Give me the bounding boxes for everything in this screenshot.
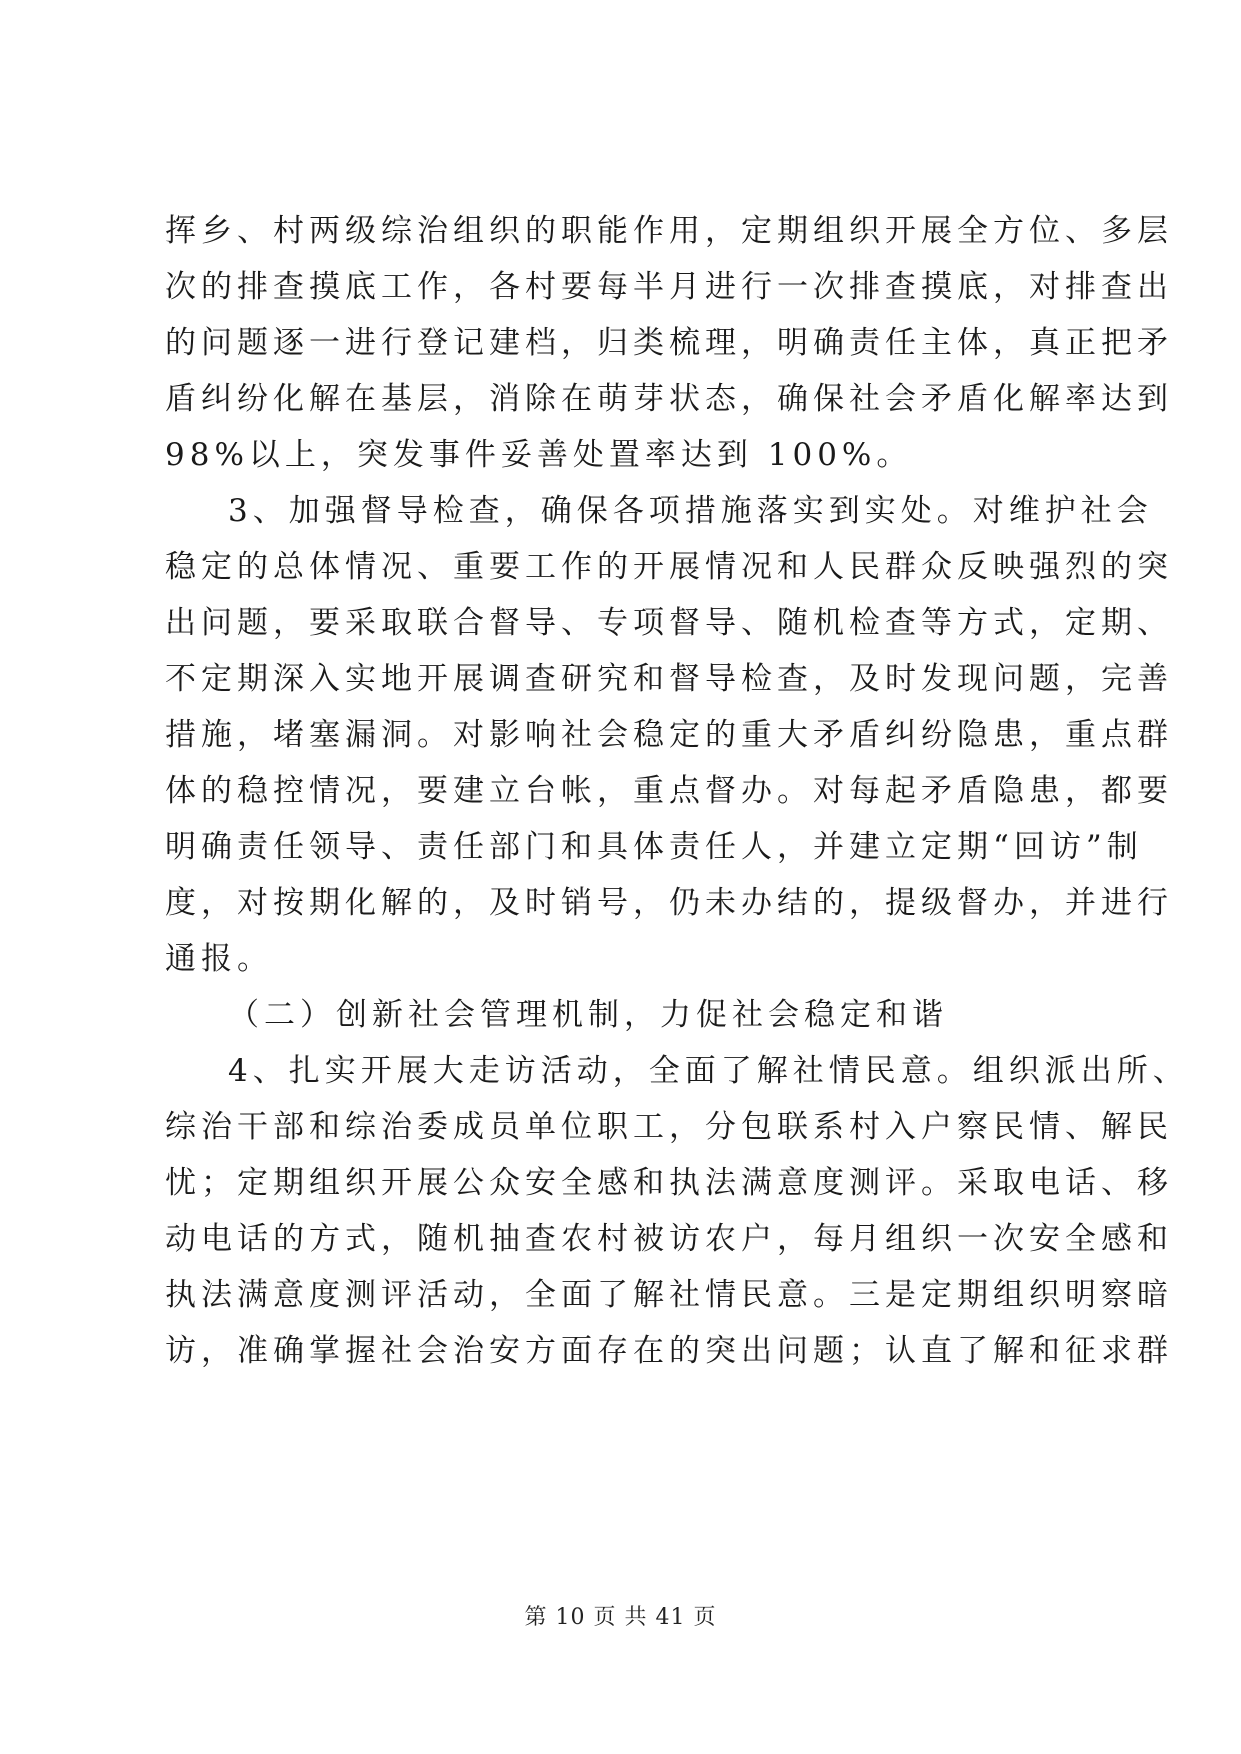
text-line-16: 4、扎实开展大走访活动，全面了解社情民意。组织派出所、 bbox=[228, 1053, 1189, 1089]
text-line-4: 盾纠纷化解在基层，消除在萌芽状态，确保社会矛盾化解率达到 bbox=[165, 381, 1173, 417]
text-line-10: 措施，堵塞漏洞。对影响社会稳定的重大矛盾纠纷隐患，重点群 bbox=[165, 717, 1173, 753]
text-line-19: 动电话的方式，随机抽查农村被访农户，每月组织一次安全感和 bbox=[165, 1221, 1173, 1257]
text-line-8: 出问题，要采取联合督导、专项督导、随机检查等方式，定期、 bbox=[165, 605, 1173, 641]
text-line-18: 忧；定期组织开展公众安全感和执法满意度测评。采取电话、移 bbox=[165, 1165, 1173, 1201]
text-line-5: 98%以上，突发事件妥善处置率达到 100%。 bbox=[165, 437, 913, 473]
text-line-1: 挥乡、村两级综治组织的职能作用，定期组织开展全方位、多层 bbox=[165, 213, 1173, 249]
text-line-3: 的问题逐一进行登记建档，归类梳理，明确责任主体，真正把矛 bbox=[165, 325, 1173, 361]
text-line-2: 次的排查摸底工作，各村要每半月进行一次排查摸底，对排查出 bbox=[165, 269, 1173, 305]
text-line-7: 稳定的总体情况、重要工作的开展情况和人民群众反映强烈的突 bbox=[165, 549, 1173, 585]
text-line-21: 访，准确掌握社会治安方面存在的突出问题；认直了解和征求群 bbox=[165, 1333, 1173, 1369]
text-line-12: 明确责任领导、责任部门和具体责任人，并建立定期“回访”制 bbox=[165, 829, 1143, 865]
text-line-11: 体的稳控情况，要建立台帐，重点督办。对每起矛盾隐患，都要 bbox=[165, 773, 1173, 809]
page-footer: 第 10 页 共 41 页 bbox=[524, 1605, 717, 1630]
text-line-9: 不定期深入实地开展调查研究和督导检查，及时发现问题，完善 bbox=[165, 661, 1173, 697]
text-line-6: 3、加强督导检查，确保各项措施落实到实处。对维护社会 bbox=[228, 493, 1153, 529]
text-line-14: 通报。 bbox=[165, 941, 273, 977]
text-line-17: 综治干部和综治委成员单位职工，分包联系村入户察民情、解民 bbox=[165, 1109, 1173, 1145]
section-heading: （二）创新社会管理机制，力促社会稳定和谐 bbox=[228, 997, 948, 1033]
text-line-13: 度，对按期化解的，及时销号，仍未办结的，提级督办，并进行 bbox=[165, 885, 1173, 921]
text-line-20: 执法满意度测评活动，全面了解社情民意。三是定期组织明察暗 bbox=[165, 1277, 1173, 1313]
